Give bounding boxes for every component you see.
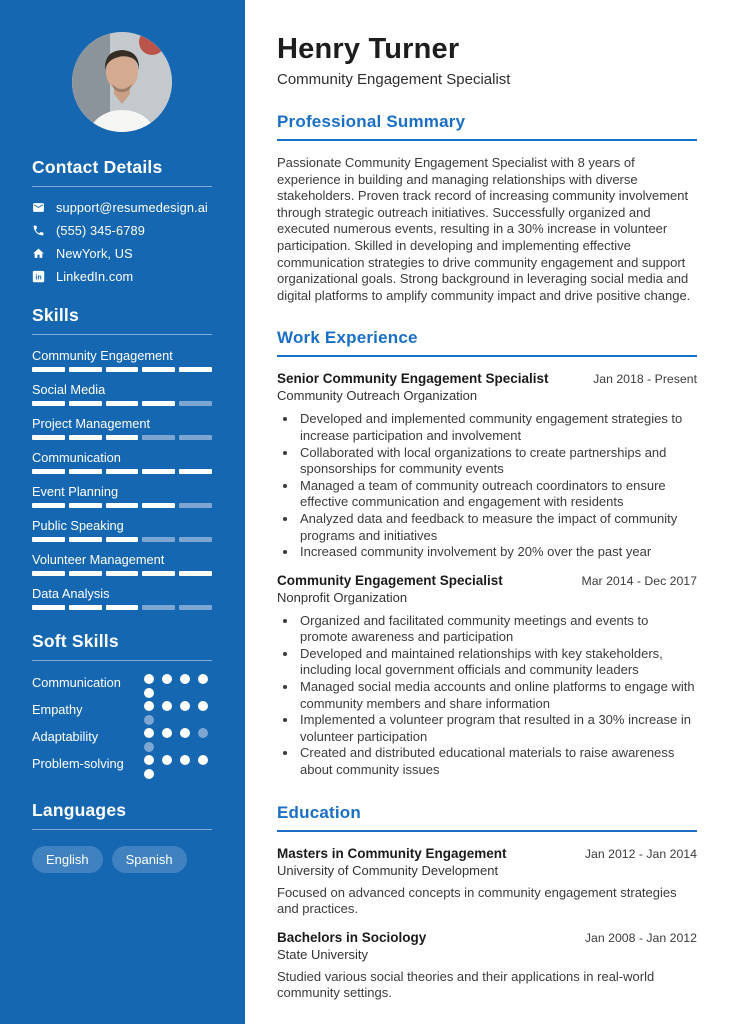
person-name: Henry Turner (277, 33, 460, 65)
education-entry-header (277, 930, 697, 945)
soft-skill-item (32, 755, 212, 779)
job-bullet: • Developed and implemented community engagement strategies to increase participation and involvement (298, 411, 697, 444)
job-bullet: • Created and distributed educational materials to raise awareness about community issues (298, 745, 697, 778)
languages-section (32, 800, 212, 873)
skill-bar-segment (106, 503, 139, 508)
skill-bar-segment (179, 571, 212, 576)
skill-bar-segment (106, 367, 139, 372)
skill-item (32, 484, 212, 508)
soft-skill-item (32, 728, 212, 752)
contact-item[interactable] (32, 246, 212, 261)
skill-bar-segment (179, 503, 212, 508)
skills-heading: Skills (32, 305, 212, 335)
avatar (72, 32, 172, 132)
soft-skill-label: Empathy (32, 702, 83, 717)
education-list (277, 846, 697, 1002)
skill-bar-segment (32, 367, 65, 372)
job-dates: Jan 2018 - Present (593, 372, 697, 387)
rating-dot (144, 742, 154, 752)
rating-dot (162, 701, 172, 711)
skill-level-bar (32, 605, 212, 610)
skill-bar-segment (32, 571, 65, 576)
skill-label: Public Speaking (32, 518, 124, 533)
skill-item (32, 586, 212, 610)
skill-level-bar (32, 401, 212, 406)
job-bullet-list (277, 613, 697, 779)
job-company: Community Outreach Organization (277, 388, 478, 404)
job-company: Nonprofit Organization (277, 589, 408, 605)
education-dates: Jan 2008 - Jan 2012 (584, 930, 697, 945)
skill-bar-segment (69, 605, 102, 610)
job-bullet: • Analyzed data and feedback to measure the impact of community programs and initiatives (298, 511, 697, 544)
skill-bar-segment (106, 401, 139, 406)
skill-bar-segment (69, 469, 102, 474)
skill-bar-segment (32, 537, 65, 542)
education-entry (277, 846, 697, 918)
education-degree: Bachelors in Sociology (277, 929, 427, 945)
skill-bar-segment (142, 469, 175, 474)
skill-bar-segment (106, 605, 139, 610)
soft-skill-label: Communication (32, 675, 121, 690)
job-bullet: • Developed and maintained relationships with key stakeholders, including local government officials and community leaders (298, 646, 697, 679)
soft-skill-item (32, 701, 212, 725)
skill-level-bar (32, 367, 212, 372)
skill-label: Data Analysis (32, 586, 110, 601)
rating-dot (162, 728, 172, 738)
job-entry (277, 573, 697, 779)
skill-item (32, 518, 212, 542)
skill-bar-segment (179, 605, 212, 610)
skill-bar-segment (69, 571, 102, 576)
education-school: State University (277, 946, 369, 962)
skill-bar-segment (69, 537, 102, 542)
soft-skill-item (32, 674, 212, 698)
work-experience-heading: Work Experience (277, 328, 697, 357)
job-bullet: • Managed a team of community outreach coordinators to ensure effective communication and engagement with residents (298, 478, 697, 511)
skill-bar-segment (106, 571, 139, 576)
job-role: Senior Community Engagement Specialist (277, 371, 549, 387)
skill-item (32, 450, 212, 474)
contact-list (32, 200, 212, 284)
job-dates: Mar 2014 - Dec 2017 (581, 573, 697, 588)
job-entry (277, 371, 697, 560)
rating-dot (198, 755, 208, 765)
rating-dot (144, 755, 154, 765)
job-bullet: • Implemented a volunteer program that resulted in a 30% increase in volunteer participation (298, 712, 697, 745)
svg-text:in: in (35, 274, 42, 282)
email-icon (32, 201, 45, 214)
rating-dot (144, 674, 154, 684)
soft-skill-rating-dots (144, 701, 212, 725)
rating-dot (180, 755, 190, 765)
skill-bar-segment (69, 367, 102, 372)
skill-bar-segment (142, 435, 175, 440)
language-pill: English (32, 846, 103, 873)
skills-section (32, 305, 212, 610)
contact-section (32, 157, 212, 284)
rating-dot (144, 715, 154, 725)
main-content (245, 0, 730, 1024)
job-entry-header (277, 371, 697, 386)
contact-item[interactable] (32, 200, 212, 215)
contact-details-heading: Contact Details (32, 157, 212, 187)
skill-item (32, 416, 212, 440)
skill-bar-segment (32, 435, 65, 440)
education-dates: Jan 2012 - Jan 2014 (584, 846, 697, 861)
soft-skills-section (32, 631, 212, 779)
skill-bar-segment (32, 469, 65, 474)
skill-level-bar (32, 469, 212, 474)
skill-bar-segment (142, 503, 175, 508)
job-bullet: • Managed social media accounts and online platforms to engage with community members and share information (298, 679, 697, 712)
job-bullet: • Organized and facilitated community meetings and events to promote awareness and participation (298, 613, 697, 646)
soft-skill-rating-dots (144, 755, 212, 779)
skill-label: Social Media (32, 382, 106, 397)
skill-label: Communication (32, 450, 121, 465)
education-school: University of Community Development (277, 862, 499, 878)
person-job-title: Community Engagement Specialist (277, 71, 511, 88)
job-entry-header (277, 573, 697, 588)
language-pill: Spanish (112, 846, 187, 873)
rating-dot (162, 674, 172, 684)
skill-bar-segment (179, 367, 212, 372)
rating-dot (144, 728, 154, 738)
education-entry-header (277, 846, 697, 861)
jobs-list (277, 371, 697, 778)
contact-item-text: LinkedIn.com (56, 269, 134, 284)
skill-bar-segment (32, 605, 65, 610)
skill-bar-segment (179, 469, 212, 474)
education-degree: Masters in Community Engagement (277, 845, 507, 861)
skill-bar-segment (142, 571, 175, 576)
rating-dot (198, 674, 208, 684)
education-description: Studied various social theories and their applications in real-world community settings. (277, 968, 655, 1001)
skill-level-bar (32, 503, 212, 508)
rating-dot (144, 701, 154, 711)
skill-bar-segment (69, 401, 102, 406)
home-icon (32, 247, 45, 260)
soft-skill-label: Adaptability (32, 729, 99, 744)
skill-item (32, 348, 212, 372)
skill-bar-segment (179, 537, 212, 542)
job-bullet: • Increased community involvement by 20% over the past year (298, 544, 697, 561)
rating-dot (144, 688, 154, 698)
contact-item-text: (555) 345-6789 (56, 223, 145, 238)
skill-bar-segment (106, 469, 139, 474)
contact-item[interactable] (32, 223, 212, 238)
rating-dot (144, 769, 154, 779)
soft-skills-heading: Soft Skills (32, 631, 212, 661)
skill-bar-segment (69, 503, 102, 508)
rating-dot (180, 701, 190, 711)
skill-bar-segment (142, 401, 175, 406)
skill-bar-segment (179, 401, 212, 406)
education-entry (277, 930, 697, 1002)
rating-dot (162, 755, 172, 765)
professional-summary-text: Passionate Community Engagement Specialist with 8 years of experience in building and managing relationships with diverse stakeholders. Proven track record of increasing community involvement through strategic outreach initiatives. Successfully organized and executed numerous events, resulting in a 30% increase in volunteer participation. Skilled in developing and implementing effective communication strategies to drive community engagement and support organizational goals. Strong background in leveraging social media and digital platforms to amplify community impact and drive positive change. (277, 155, 691, 303)
skill-level-bar (32, 435, 212, 440)
phone-icon (32, 224, 45, 237)
job-role: Community Engagement Specialist (277, 572, 503, 588)
soft-skills-list (32, 674, 212, 779)
skill-label: Volunteer Management (32, 552, 165, 567)
skill-level-bar (32, 537, 212, 542)
job-bullet-list (277, 411, 697, 560)
education-description: Focused on advanced concepts in community engagement strategies and practices. (277, 884, 677, 917)
linkedin-icon (32, 270, 45, 283)
languages-heading: Languages (32, 800, 212, 830)
professional-summary-heading: Professional Summary (277, 112, 697, 141)
skill-bar-segment (32, 401, 65, 406)
skill-item (32, 382, 212, 406)
rating-dot (198, 728, 208, 738)
contact-item-text: NewYork, US (56, 246, 133, 261)
soft-skill-rating-dots (144, 674, 212, 698)
skill-bar-segment (142, 605, 175, 610)
rating-dot (180, 728, 190, 738)
sidebar (0, 0, 245, 1024)
job-bullet: • Collaborated with local organizations to create partnerships and sponsorships for community events (298, 445, 697, 478)
skill-level-bar (32, 571, 212, 576)
skill-bar-segment (32, 503, 65, 508)
skill-bar-segment (106, 435, 139, 440)
skills-list (32, 348, 212, 610)
skill-bar-segment (69, 435, 102, 440)
rating-dot (180, 674, 190, 684)
skill-item (32, 552, 212, 576)
skill-bar-segment (179, 435, 212, 440)
contact-item[interactable] (32, 269, 212, 284)
skill-bar-segment (106, 537, 139, 542)
avatar-photo-illustration (72, 32, 172, 132)
languages-list (32, 846, 212, 873)
skill-bar-segment (142, 367, 175, 372)
education-heading: Education (277, 803, 697, 832)
skill-label: Community Engagement (32, 348, 173, 363)
skill-label: Event Planning (32, 484, 119, 499)
skill-bar-segment (142, 537, 175, 542)
skill-label: Project Management (32, 416, 151, 431)
rating-dot (198, 701, 208, 711)
soft-skill-label: Problem-solving (32, 756, 124, 771)
contact-item-text: support@resumedesign.ai (56, 200, 208, 215)
soft-skill-rating-dots (144, 728, 212, 752)
